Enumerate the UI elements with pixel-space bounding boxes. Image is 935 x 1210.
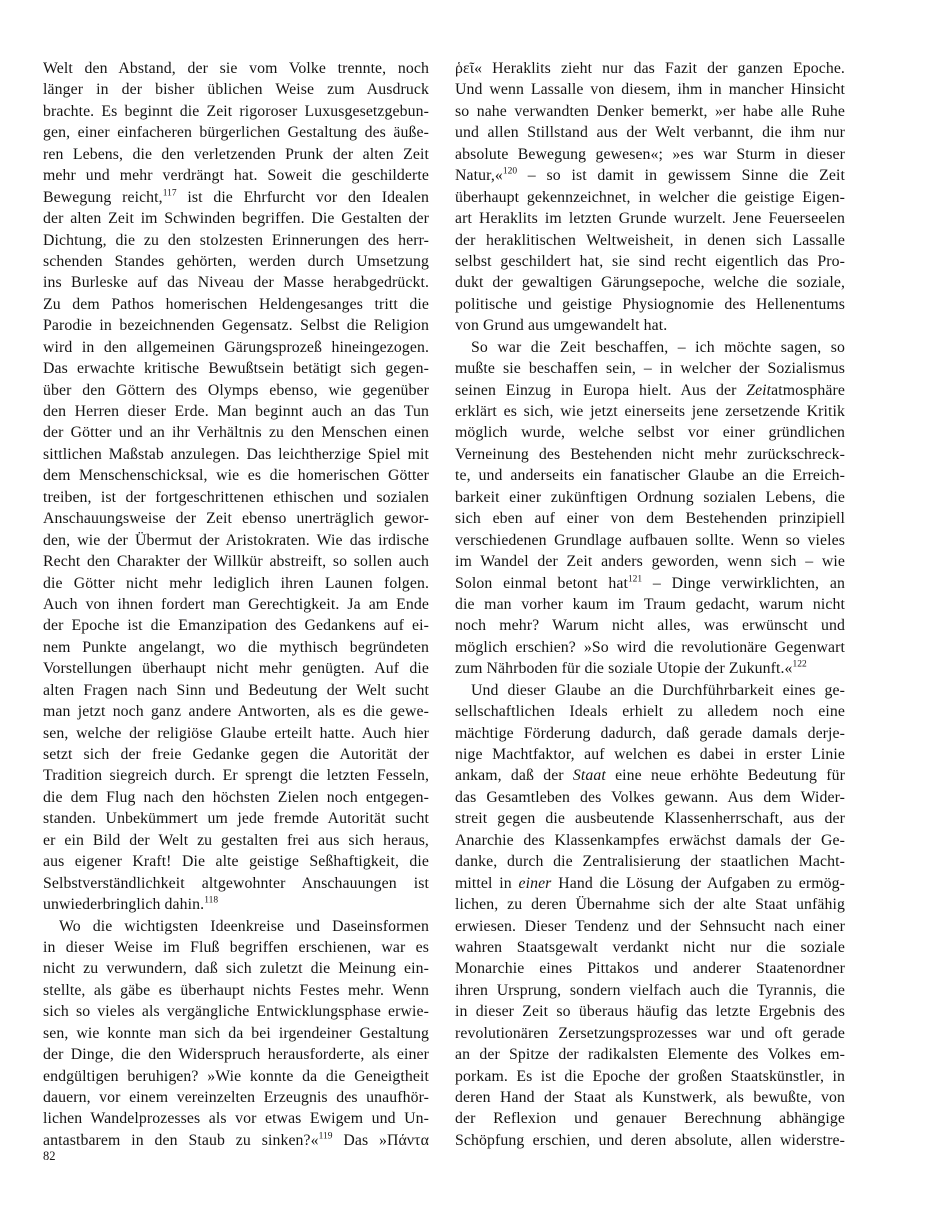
text-line: politische und geistige Physiognomie des Hellenentums (455, 295, 845, 313)
text-line: an der Spitze der radikalsten Elemente des Volkes em- (455, 1046, 845, 1064)
text-line: streit gegen die ausbeutende Klassenherrschaft, aus der (455, 810, 845, 828)
text-line: in dieser Zeit so überaus häufig das letzte Ergebnis des (455, 1003, 845, 1021)
text-line: der Epoche ist die Emanzipation des Gedankens auf ei- (43, 617, 429, 635)
text-line: ῥεῖ« Heraklits zieht nur das Fazit der ganzen Epoche. (455, 60, 845, 77)
text-line: erklärt es sich, wie jetzt einerseits jene zersetzende Kritik (455, 403, 845, 420)
text-column-left (43, 58, 429, 1151)
text-line: im Wandel der Zeit anders geworden, wenn sich – wie (455, 553, 845, 571)
text-line: absolute Bewegung gewesen«; »es war Sturm in dieser (455, 145, 845, 163)
text-line: mächtige Förderung dadurch, daß gerade damals derje- (455, 724, 845, 742)
text-line: sellschaftlichen Ideals erhielt zu alledem noch eine (455, 703, 845, 721)
page-number: 82 (43, 1149, 56, 1163)
text-line: erwiesen. Dieser Tendenz und der Sehnsucht nach einer (455, 917, 845, 935)
text-line: die dem Flug nach den höchsten Zielen noch entgegen- (43, 788, 429, 806)
text-line: der heraklitischen Weltweisheit, in denen sich Lassalle (455, 231, 845, 249)
text-line: Und dieser Glaube an die Durchführbarkeit eines ge- (471, 681, 845, 699)
text-line: Anschauungsweise der Zeit ebenso unerträglich gewor- (43, 510, 429, 528)
text-line: standen. Unbekümmert um jede fremde Autorität sucht (43, 810, 429, 828)
text-line: wahren Staatsgewalt verdankt nicht nur die soziale (455, 938, 845, 956)
text-line: revolutionären Zersetzungsprozesses war und oft gerade (455, 1024, 845, 1042)
text-line: stellte, als gäbe es überhaupt nichts Festes mehr. Wenn (43, 981, 429, 999)
text-line: in dieser Weise im Fluß begriffen erschienen, war es (43, 938, 429, 956)
text-line: Dichtung, die zu den stolzesten Erinnerungen des herr- (43, 231, 429, 249)
text-line: man jetzt noch ganz andere Antworten, als es die gewe- (43, 703, 429, 721)
text-line: den, wie der Übermut der Aristokraten. Wie das irdische (43, 531, 429, 549)
text-line: wird in den allgemeinen Gärungsprozeß hineingezogen. (43, 338, 429, 356)
text-line: von Grund aus umgewandelt hat. (455, 317, 668, 335)
text-line: unwiederbringlich dahin.$^{118}$ (43, 895, 219, 914)
text-line: gen, einer einfacheren bürgerlichen Gestaltung des äuße- (43, 124, 429, 142)
text-line: danke, durch die Zentralisierung der staatlichen Macht- (455, 853, 845, 871)
text-line: endgültigen beruhigen? »Wie konnte da die Geneigtheit (43, 1067, 429, 1085)
text-line: Bewegung reicht,$^{117}$ ist die Ehrfurcht vor den Idealen (43, 188, 429, 206)
text-line: Solon einmal betont hat$^{121}$ – Dinge verwirklichten, an (455, 574, 845, 592)
text-line: dukt der gewaltigen Gärungsepoche, welche die soziale, (455, 274, 845, 292)
text-line: sen, wie konnte man sich da bei irgendeiner Gestaltung (43, 1024, 429, 1042)
text-line: Parodie in bezeichnenden Gegensatz. Selbst die Religion (43, 317, 429, 335)
text-line: sich so vieles als vergängliche Entwicklungsphase erwie- (43, 1003, 429, 1021)
text-line: mittel in einer Hand die Lösung der Aufgaben zu ermög- (455, 874, 845, 892)
text-line: und allen Stillstand aus der Welt verbannt, die ihm nur (455, 124, 845, 142)
text-line: ins Burleske auf das Niveau der Masse herabgedrückt. (43, 274, 429, 292)
text-line: sen, welche der religiöse Glaube erteilt hatte. Auch hier (43, 724, 429, 742)
text-line: lichen Wandelprozesses als vor etwas Ewigem und Un- (43, 1110, 429, 1128)
text-line: alten Fragen nach Sinn und Bedeutung der Welt sucht (43, 681, 429, 699)
text-line: länger in der bisher üblichen Weise zum Ausdruck (43, 81, 429, 99)
text-line: brachte. Es beginnt die Zeit rigoroser Luxusgesetzgebun- (43, 102, 429, 120)
text-line: so nahe verwandten Denker bemerkt, »er habe alle Ruhe (455, 102, 845, 120)
text-line: nem Punkte angelangt, wo die mythisch begründeten (43, 638, 429, 656)
text-line: Natur,«$^{120}$ – so ist damit in gewissem Sinne die Zeit (455, 166, 845, 185)
text-line: er ein Bild der Welt zu gestalten frei aus sich heraus, (43, 831, 429, 849)
text-line: Recht den Charakter der Willkür abstreift, so sollen auch (43, 553, 429, 571)
text-line: der Dinge, die den Widerspruch herausforderte, als einer (43, 1046, 429, 1064)
text-line: sich eben auf einer von dem Bestehenden prinzipiell (455, 510, 845, 528)
text-line: porkam. Es ist die Epoche der großen Staatskünstler, in (455, 1067, 845, 1085)
text-line: der alten Zeit im Schwinden begriffen. Die Gestalten der (43, 210, 429, 228)
text-line: noch mehr? Warum nicht alles, was erwünscht und (455, 617, 845, 635)
text-line: antastbarem in den Staub zu sinken?«$^{119}$ Das »Πάντα (43, 1131, 429, 1149)
text-line: Monarchie eines Pittakos und anderer Staatenordner (455, 960, 845, 978)
text-line: So war die Zeit beschaffen, – ich möchte sagen, so (471, 338, 845, 356)
text-line: mußte sie beschaffen sein, – in welcher der Sozialismus (455, 360, 845, 378)
text-line: treiben, ist der fortgeschrittenen ethischen und sozialen (43, 488, 429, 506)
text-line: über den Göttern des Olymps ebenso, wie gegenüber (43, 381, 429, 399)
text-line: der Götter und an ihr Verhältnis zu den Menschen einen (43, 424, 429, 442)
text-line: Verneinung des Bestehenden nicht mehr zurückschreck- (455, 445, 845, 463)
text-line: Und wenn Lassalle von diesem, ihm in mancher Hinsicht (455, 81, 845, 99)
text-line: art Heraklits im letzten Grunde wurzelt. Jene Feuerseelen (455, 210, 845, 228)
text-line: möglich erschien? »So wird die revolutionäre Gegenwart (455, 638, 845, 656)
text-line: Tradition siegreich durch. Er sprengt die letzten Fesseln, (43, 767, 429, 785)
text-line: Selbstverständlichkeit altgewohnter Anschauungen ist (43, 874, 429, 892)
text-line: nicht zu verwundern, daß sich zuletzt die Meinung ein- (43, 960, 429, 978)
text-line: die man vorher kaum im Traum gedacht, warum nicht (455, 595, 845, 613)
text-line: Vorstellungen überhaupt nicht mehr genügten. Auf die (43, 660, 429, 678)
text-line: mehr und mehr verdrängt hat. Soweit die geschilderte (43, 167, 429, 185)
text-line: schenden Standes gehörten, werden durch Umsetzung (43, 252, 429, 270)
text-line: die Götter nicht mehr lediglich ihren Launen folgen. (43, 574, 429, 592)
text-line: sittlichen Maßstab anzulegen. Das leichtherzige Spiel mit (43, 445, 429, 463)
text-line: lichen, zu deren Übernahme sich der alte Staat unfähig (455, 896, 845, 914)
text-line: ihren Ursprung, sondern vielfach auch die Tyrannis, die (455, 981, 845, 999)
text-line: dauern, vor einem vereinzelten Erzeugnis des unaufhör- (43, 1089, 429, 1106)
text-line: ankam, daß der Staat eine neue erhöhte Bedeutung für (455, 767, 845, 785)
text-line: aus eigener Kraft! Die alte geistige Seßhaftigkeit, die (43, 853, 429, 871)
text-line: Welt den Abstand, der sie vom Volke trennte, noch (43, 60, 429, 77)
text-line: barkeit einer zukünftigen Ordnung sozialen Lebens, die (455, 488, 845, 506)
text-line: Das erwachte kritische Bewußtsein betätigt sich gegen- (43, 360, 429, 378)
text-line: nige Machtfaktor, auf welchen es dabei in erster Linie (455, 746, 845, 763)
text-line: überhaupt gekennzeichnet, in welcher die geistige Eigen- (455, 188, 845, 206)
text-line: Anarchie des Klassenkampfes erwächst damals der Ge- (455, 831, 845, 849)
text-line: selbst geschildert hat, sie sind recht eigentlich das Pro- (455, 252, 845, 270)
text-line: Zu dem Pathos homerischen Heldengesanges tritt die (43, 295, 429, 313)
text-line: Auch von ihnen fordert man Gerechtigkeit. Ja am Ende (43, 595, 429, 613)
text-line: dem Menschenschicksal, wie es die homerischen Götter (43, 467, 429, 485)
text-column-right (455, 58, 845, 1151)
text-line: das Gesamtleben des Volkes gewann. Aus dem Wider- (455, 788, 845, 806)
text-line: ren Lebens, die den verletzenden Prunk der alten Zeit (43, 145, 429, 163)
text-line: deren Hand der Staat als Kunstwerk, als bewußte, von (455, 1089, 845, 1106)
text-line: zum Nährboden für die soziale Utopie der Zukunft.«$^{122}$ (455, 659, 807, 678)
text-line: den Herren dieser Erde. Man beginnt auch an das Tun (43, 403, 429, 420)
text-line: Schöpfung erschien, und deren absolute, allen widerstre- (455, 1131, 845, 1149)
text-line: Wo die wichtigsten Ideenkreise und Daseinsformen (59, 917, 429, 935)
text-line: verschiedenen Grundlage aufbauen sollte. Wenn so vieles (455, 531, 845, 549)
text-line: der Reflexion und genauer Berechnung abhängige (455, 1110, 845, 1128)
text-line: seinen Einzug in Europa hielt. Aus der Zeitatmosphäre (455, 381, 845, 399)
text-line: möglich wurde, welche selbst vor einer gründlichen (455, 424, 845, 442)
text-line: te, und anderseits ein fanatischer Glaube an die Erreich- (455, 467, 845, 485)
text-line: setzt sich der freie Gedanke gegen die Autorität der (43, 746, 429, 763)
